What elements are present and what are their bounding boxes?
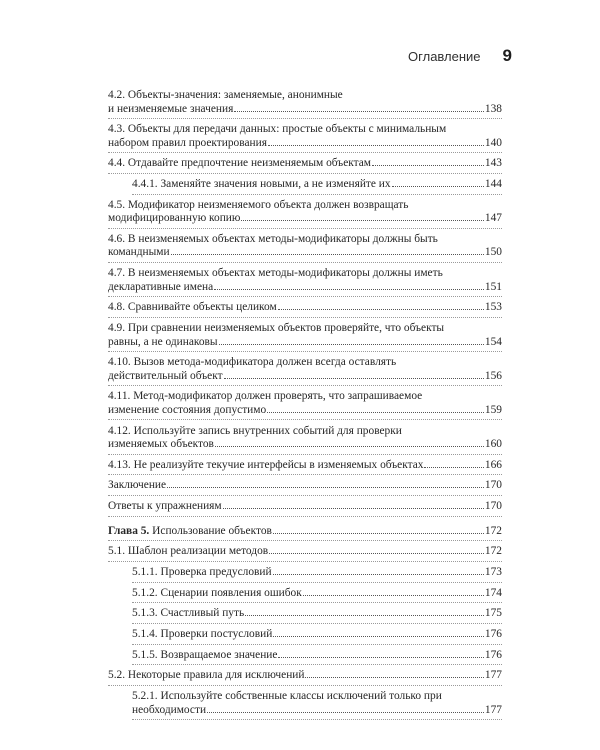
toc-entry[interactable] xyxy=(108,301,502,315)
entry-separator xyxy=(108,296,502,297)
dot-leader xyxy=(245,615,484,616)
toc-page-number: 177 xyxy=(484,703,502,716)
dot-leader xyxy=(267,412,484,413)
toc-entry[interactable] xyxy=(108,500,502,514)
entry-separator xyxy=(108,474,502,475)
toc-entry-title: 5.2. Некоторые правила для исключений xyxy=(108,669,305,682)
toc-page-number: 175 xyxy=(484,607,502,620)
entry-separator xyxy=(108,262,502,263)
entry-separator xyxy=(108,685,502,686)
toc-page-number: 170 xyxy=(484,479,502,492)
toc-page-number: 172 xyxy=(484,524,502,537)
entry-separator xyxy=(108,152,502,153)
entry-separator xyxy=(108,351,502,352)
toc-entry-title: Ответы к упражнениям xyxy=(108,500,222,513)
toc-entry[interactable] xyxy=(108,89,502,116)
toc-entry[interactable] xyxy=(108,123,502,150)
toc-entry-title: 4.6. В неизменяемых объектах методы-модификаторы должны быть xyxy=(108,232,438,245)
toc-entry-title: необходимости xyxy=(132,703,207,716)
toc-page-number: 140 xyxy=(484,136,502,149)
dot-leader xyxy=(273,533,484,534)
toc-entry-title: Заключение xyxy=(108,479,167,492)
toc-entry[interactable] xyxy=(108,545,502,559)
toc-entry-title: 4.8. Сравнивайте объекты целиком xyxy=(108,301,277,314)
entry-separator xyxy=(132,582,502,583)
toc-entry-title: 5.1.1. Проверка предусловий xyxy=(132,566,272,578)
dot-leader xyxy=(273,636,484,637)
toc-page-number: 176 xyxy=(484,628,502,641)
entry-separator xyxy=(108,228,502,229)
toc-page-number: 172 xyxy=(484,545,502,558)
entry-separator xyxy=(108,317,502,318)
chapter-label: Глава 5. xyxy=(108,524,150,537)
toc-entry-title: изменение состояния допустимо xyxy=(108,403,267,416)
toc-page-number: 159 xyxy=(484,403,502,416)
toc-entry[interactable] xyxy=(108,669,502,683)
entry-separator xyxy=(108,540,502,541)
toc-entry-title: 5.1.4. Проверки постусловий xyxy=(132,628,273,641)
dot-leader xyxy=(392,186,484,187)
entry-separator xyxy=(108,454,502,455)
toc-page-number: 138 xyxy=(484,102,502,115)
toc-page-number: 144 xyxy=(484,178,502,191)
entry-separator xyxy=(108,495,502,496)
toc-entry[interactable] xyxy=(108,178,502,192)
toc-entry[interactable] xyxy=(108,157,502,171)
toc-entry-title: набором правил проектирования xyxy=(108,136,267,149)
entry-separator xyxy=(132,623,502,624)
dot-leader xyxy=(303,595,484,596)
toc-page-number: 143 xyxy=(484,157,502,170)
dot-leader xyxy=(171,254,484,255)
dot-leader xyxy=(268,145,484,146)
toc-entry-title: Глава 5. Использование объектов xyxy=(108,524,272,537)
running-header xyxy=(408,46,512,66)
toc-entry-title: 4.10. Вызов метода-модификатора должен всегда оставлять xyxy=(108,356,397,369)
entry-separator xyxy=(108,516,502,517)
toc-entry-title: декларативные имена xyxy=(108,280,214,293)
entry-separator xyxy=(132,719,502,720)
entry-separator xyxy=(108,385,502,386)
entry-separator xyxy=(108,561,502,562)
toc-entry[interactable] xyxy=(108,628,502,642)
table-of-contents xyxy=(108,89,502,724)
entry-separator xyxy=(132,664,502,665)
dot-leader xyxy=(214,289,484,290)
toc-entry[interactable] xyxy=(108,459,502,473)
dot-leader xyxy=(278,657,483,658)
toc-entry-title: 4.13. Не реализуйте текучие интерфейсы в изменяемых объектах xyxy=(108,458,424,471)
toc-page-number: 151 xyxy=(484,280,502,293)
toc-entry-title: 5.1.5. Возвращаемое значение xyxy=(132,648,278,661)
toc-entry-title: 5.1.2. Сценарии появления ошибок xyxy=(132,586,302,599)
dot-leader xyxy=(234,111,484,112)
dot-leader xyxy=(219,344,484,345)
toc-page-number: 160 xyxy=(484,438,502,451)
dot-leader xyxy=(167,487,484,488)
dot-leader xyxy=(273,574,484,575)
toc-entry-title: 5.1.3. Счастливый путь xyxy=(132,607,245,620)
toc-page-number: 150 xyxy=(484,246,502,259)
dot-leader xyxy=(207,712,484,713)
dot-leader xyxy=(223,508,484,509)
toc-entry-title: и неизменяемые значения xyxy=(108,102,234,115)
toc-entry[interactable] xyxy=(108,356,502,383)
toc-entry-title: 4.4. Отдавайте предпочтение неизменяемым объектам xyxy=(108,157,372,170)
toc-entry[interactable] xyxy=(108,425,502,452)
header-title: Оглавление xyxy=(408,49,481,64)
toc-entry[interactable] xyxy=(108,607,502,621)
toc-page-number: 174 xyxy=(484,586,502,599)
toc-page-number: 156 xyxy=(484,369,502,382)
toc-entry[interactable] xyxy=(108,587,502,601)
toc-entry-title: 4.7. В неизменяемых объектах методы-модификаторы должны иметь xyxy=(108,267,443,280)
toc-entry[interactable] xyxy=(108,690,502,717)
toc-entry[interactable] xyxy=(108,649,502,663)
toc-page-number: 173 xyxy=(484,566,502,578)
toc-entry-title: командными xyxy=(108,246,170,259)
toc-entry-title: равны, а не одинаковы xyxy=(108,335,218,348)
dot-leader xyxy=(269,553,484,554)
toc-entry[interactable] xyxy=(108,479,502,493)
toc-entry[interactable] xyxy=(108,390,502,417)
toc-entry-title: 5.2.1. Используйте собственные классы исключений только при xyxy=(132,690,442,703)
entry-separator xyxy=(108,173,502,174)
toc-page-number: 176 xyxy=(484,648,502,661)
toc-page-number: 147 xyxy=(484,212,502,225)
toc-page-number: 154 xyxy=(484,335,502,348)
toc-entry-title: модифицированную копию xyxy=(108,212,241,225)
toc-page-number: 166 xyxy=(484,458,502,471)
dot-leader xyxy=(224,378,484,379)
entry-separator xyxy=(132,194,502,195)
toc-page-number: 170 xyxy=(484,500,502,513)
dot-leader xyxy=(305,677,483,678)
toc-entry-title: 4.5. Модификатор неизменяемого объекта должен возвращать xyxy=(108,198,409,211)
toc-page-number: 153 xyxy=(484,301,502,314)
toc-entry-title: 4.2. Объекты-значения: заменяемые, анонимные xyxy=(108,89,343,101)
toc-entry[interactable] xyxy=(108,233,502,260)
entry-separator xyxy=(132,644,502,645)
toc-entry[interactable] xyxy=(108,322,502,349)
toc-entry[interactable] xyxy=(108,199,502,226)
entry-separator xyxy=(108,419,502,420)
entry-separator xyxy=(108,118,502,119)
toc-chapter-entry[interactable] xyxy=(108,525,502,539)
toc-entry-title: действительный объект xyxy=(108,369,223,382)
page-number: 9 xyxy=(502,46,512,65)
toc-entry-title: изменяемых объектов xyxy=(108,438,214,451)
dot-leader xyxy=(241,220,484,221)
toc-entry[interactable] xyxy=(108,267,502,294)
toc-entry-title: 4.4.1. Заменяйте значения новыми, а не изменяйте их xyxy=(132,178,391,191)
dot-leader xyxy=(215,446,484,447)
toc-entry[interactable] xyxy=(108,566,502,580)
toc-entry-title: 4.11. Метод-модификатор должен проверять, что запрашиваемое xyxy=(108,390,423,403)
dot-leader xyxy=(278,309,484,310)
toc-entry-title: 4.3. Объекты для передачи данных: простые объекты с минимальным xyxy=(108,123,447,136)
toc-entry-title: 4.9. При сравнении неизменяемых объектов проверяйте, что объекты xyxy=(108,322,445,334)
dot-leader xyxy=(372,165,484,166)
toc-entry-title: 5.1. Шаблон реализации методов xyxy=(108,545,269,558)
toc-entry-title: 4.12. Используйте запись внутренних событий для проверки xyxy=(108,424,402,437)
dot-leader xyxy=(424,467,483,468)
entry-separator xyxy=(132,602,502,603)
toc-page-number: 177 xyxy=(484,669,502,682)
